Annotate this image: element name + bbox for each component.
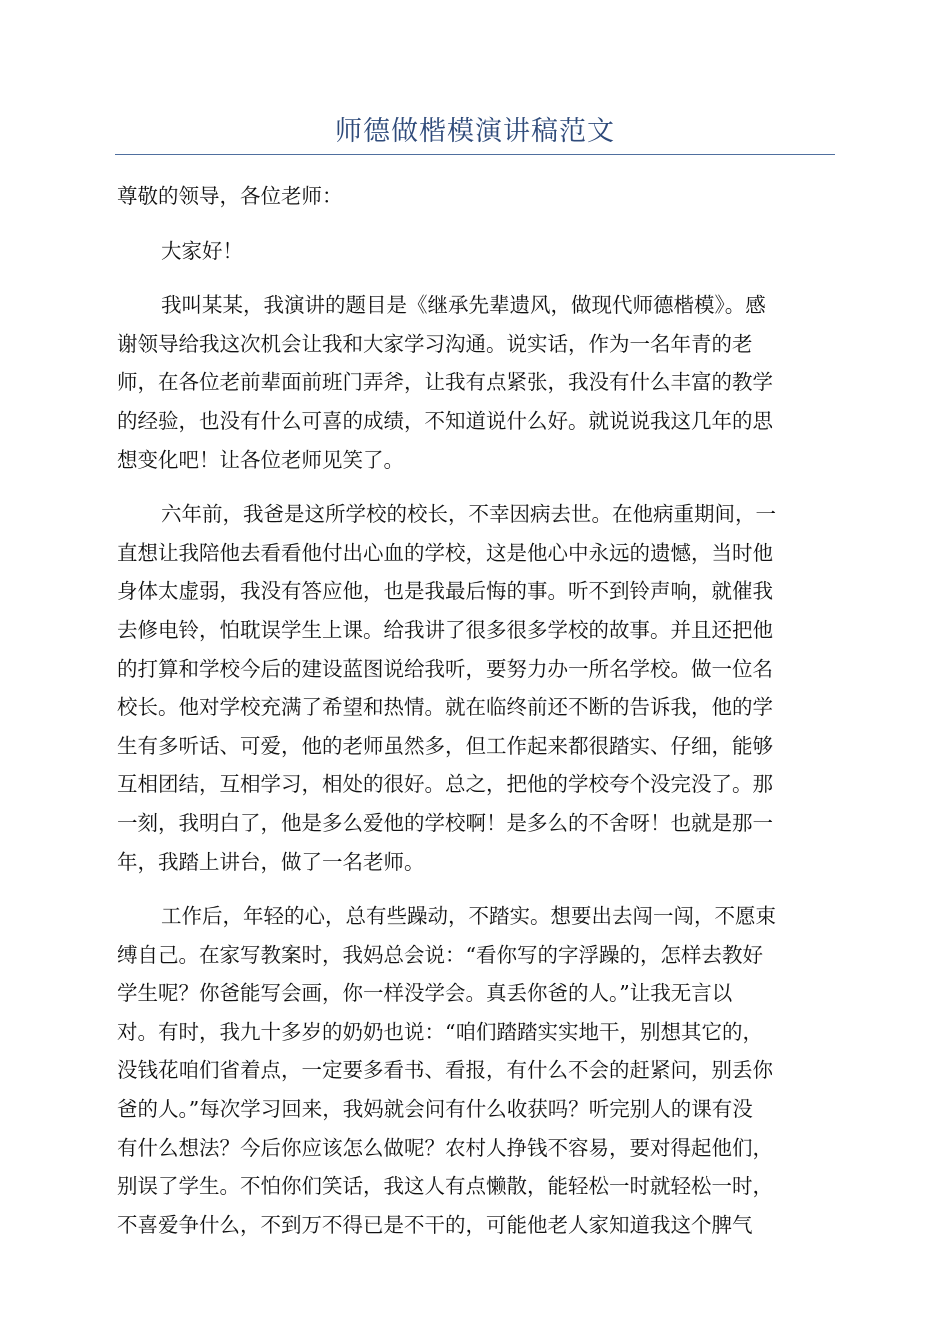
paragraph-1 <box>117 286 835 479</box>
paragraph-line: 我叫某某，我演讲的题目是《继承先辈遗风，做现代师德楷模》。感 <box>161 293 766 318</box>
paragraph-2 <box>117 495 835 881</box>
paragraph-gap <box>117 479 835 495</box>
paragraph-line: 直想让我陪他去看看他付出心血的学校，这是他心中永远的遗憾，当时他 <box>117 540 773 565</box>
paragraph-line: 缚自己。在家写教案时，我妈总会说：“看你写的字浮躁的，怎样去教好 <box>117 942 763 967</box>
paragraph-line: 六年前，我爸是这所学校的校长，不幸因病去世。在他病重期间，一 <box>161 502 776 527</box>
title-underline <box>115 154 835 155</box>
paragraph-line: 师，在各位老前辈面前班门弄斧，让我有点紧张，我没有什么丰富的教学 <box>117 370 773 395</box>
paragraph-line: 对。有时，我九十多岁的奶奶也说：“咱们踏踏实实地干，别想其它的， <box>117 1019 763 1044</box>
paragraph-line: 一刻，我明白了，他是多么爱他的学校啊！是多么的不舍呀！也就是那一 <box>117 810 773 835</box>
paragraph-3 <box>117 897 835 1244</box>
paragraph-gap <box>117 216 835 232</box>
paragraph-line: 爸的人。”每次学习回来，我妈就会问有什么收获吗？听完别人的课有没 <box>117 1097 753 1122</box>
paragraph-line: 年，我踏上讲台，做了一名老师。 <box>117 849 425 874</box>
paragraph-gap <box>117 270 835 286</box>
greeting-line: 大家好！ <box>161 238 243 263</box>
paragraph-line: 去修电铃，怕耽误学生上课。给我讲了很多很多学校的故事。并且还把他 <box>117 617 773 642</box>
paragraph-line: 校长。他对学校充满了希望和热情。就在临终前还不断的告诉我，他的学 <box>117 695 773 720</box>
paragraph-line: 谢领导给我这次机会让我和大家学习沟通。说实话，作为一名年青的老 <box>117 331 753 356</box>
paragraph-gap <box>117 881 835 897</box>
paragraph-line: 没钱花咱们省着点，一定要多看书、看报，有什么不会的赶紧问，别丢你 <box>117 1058 773 1083</box>
paragraph-line: 想变化吧！让各位老师见笑了。 <box>117 447 404 472</box>
paragraph-line: 别误了学生。不怕你们笑话，我这人有点懒散，能轻松一时就轻松一时， <box>117 1174 773 1199</box>
paragraph-line: 身体太虚弱，我没有答应他，也是我最后悔的事。听不到铃声响，就催我 <box>117 579 773 604</box>
paragraph-line: 互相团结，互相学习，相处的很好。总之，把他的学校夸个没完没了。那 <box>117 772 773 797</box>
document-body <box>117 177 835 1244</box>
salutation-line: 尊敬的领导，各位老师： <box>117 184 343 208</box>
paragraph-line: 学生呢？你爸能写会画，你一样没学会。真丢你爸的人。”让我无言以 <box>117 981 733 1006</box>
paragraph-line: 的经验，也没有什么可喜的成绩，不知道说什么好。就说说我这几年的思 <box>117 408 773 433</box>
paragraph-line: 有什么想法？今后你应该怎么做呢？农村人挣钱不容易，要对得起他们， <box>117 1135 773 1160</box>
paragraph-line: 不喜爱争什么，不到万不得已是不干的，可能他老人家知道我这个脾气 <box>117 1212 753 1237</box>
paragraph-line: 生有多听话、可爱，他的老师虽然多，但工作起来都很踏实、仔细，能够 <box>117 733 773 758</box>
document-title: 师德做楷模演讲稿范文 <box>335 116 615 147</box>
paragraph-line: 工作后，年轻的心，总有些躁动，不踏实。想要出去闯一闯，不愿束 <box>161 904 776 929</box>
paragraph-line: 的打算和学校今后的建设蓝图说给我听，要努力办一所名学校。做一位名 <box>117 656 773 681</box>
